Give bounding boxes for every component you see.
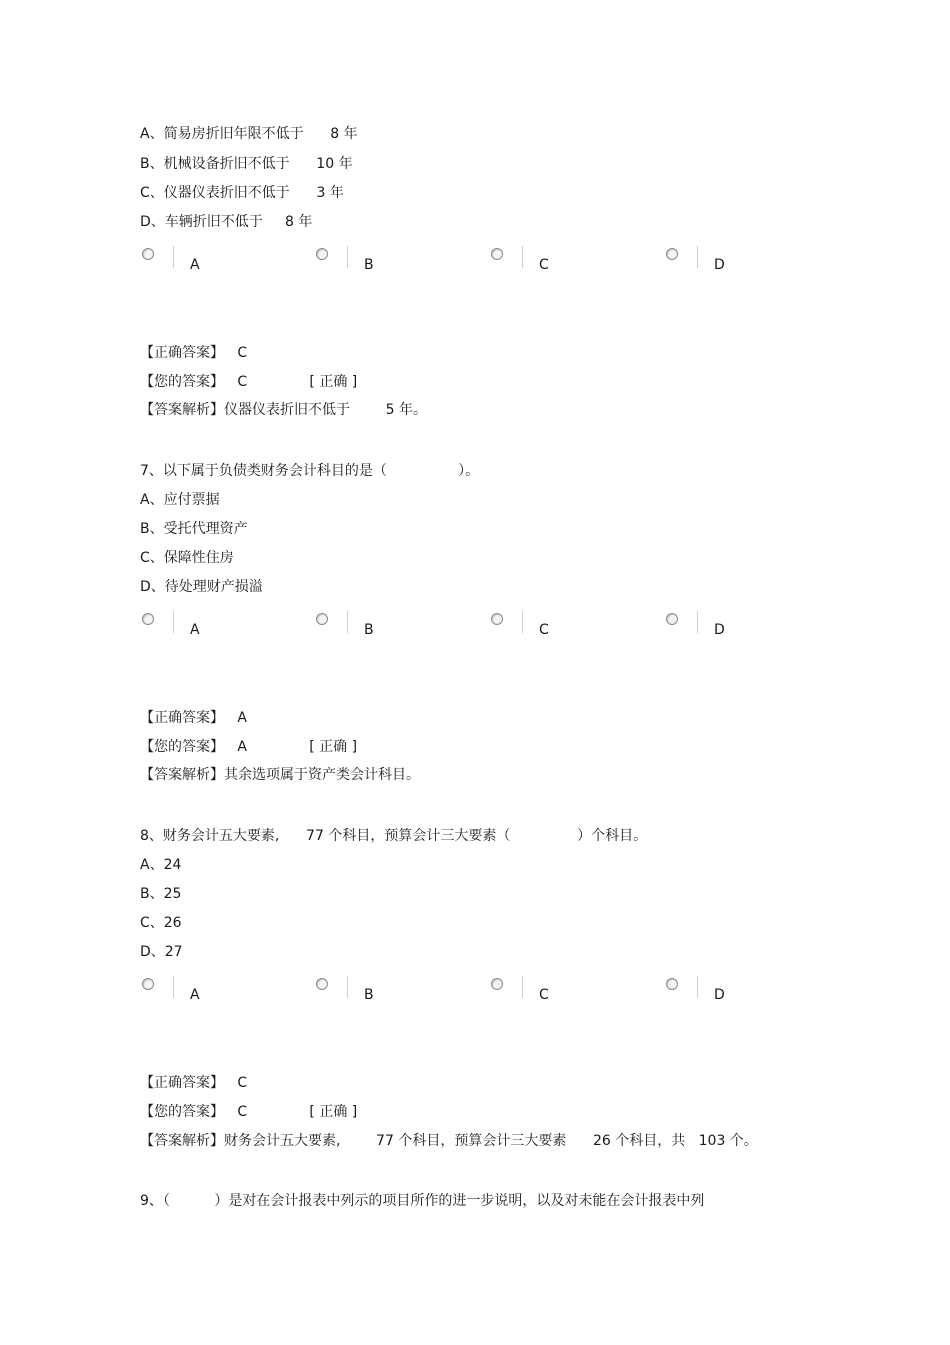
q7-option-a: A、应付票据: [140, 492, 220, 508]
q6-radio-label-d: D: [714, 257, 725, 273]
q9-question: 9、（ ）是对在会计报表中列示的项目所作的进一步说明，以及对未能在会计报表中列: [140, 1193, 705, 1209]
radio-icon[interactable]: [316, 978, 328, 990]
q6-radio-label-c: C: [539, 257, 549, 273]
q6-option-a: A、简易房折旧年限不低于 8 年: [140, 126, 358, 142]
q7-option-b: B、受托代理资产: [140, 521, 248, 537]
radio-icon[interactable]: [142, 613, 154, 625]
q8-radio-label-a: A: [190, 987, 200, 1003]
q8-answer-radios: [140, 976, 780, 1006]
q7-option-d: D、待处理财产损溢: [140, 579, 263, 595]
radio-icon[interactable]: [316, 248, 328, 260]
q7-radio-label-d: D: [714, 622, 725, 638]
q6-radio-option-d[interactable]: [664, 246, 784, 276]
q8-option-b: B、25: [140, 886, 182, 902]
q6-radio-label-a: A: [190, 257, 200, 273]
q7-option-c: C、保障性住房: [140, 550, 234, 566]
q6-answer-radios: [140, 246, 780, 276]
q7-correct-answer: 【正确答案】 A: [140, 710, 247, 726]
q7-answer-radios: [140, 611, 780, 641]
q8-your-answer: 【您的答案】 C [ 正确 ]: [140, 1104, 358, 1120]
q7-question: 7、以下属于负债类财务会计科目的是（ ）。: [140, 463, 480, 479]
q7-radio-label-b: B: [364, 622, 374, 638]
q8-radio-label-d: D: [714, 987, 725, 1003]
q8-radio-label-c: C: [539, 987, 549, 1003]
q8-analysis: 【答案解析】财务会计五大要素, 77 个科目，预算会计三大要素 26 个科目，共 103 个。: [140, 1133, 758, 1149]
q6-option-b: B、机械设备折旧不低于 10 年: [140, 156, 353, 172]
q6-analysis: 【答案解析】仪器仪表折旧不低于 5 年。: [140, 402, 427, 418]
q6-radio-option-b[interactable]: [314, 246, 434, 276]
radio-icon[interactable]: [142, 978, 154, 990]
radio-icon[interactable]: [666, 613, 678, 625]
radio-icon[interactable]: [666, 248, 678, 260]
q6-radio-label-b: B: [364, 257, 374, 273]
radio-icon[interactable]: [491, 613, 503, 625]
q8-radio-option-b[interactable]: [314, 976, 434, 1006]
q7-radio-option-c[interactable]: [489, 611, 609, 641]
q7-radio-option-a[interactable]: [140, 611, 260, 641]
q7-radio-option-d[interactable]: [664, 611, 784, 641]
q6-radio-option-a[interactable]: [140, 246, 260, 276]
radio-icon[interactable]: [142, 248, 154, 260]
q7-analysis: 【答案解析】其余选项属于资产类会计科目。: [140, 767, 420, 783]
q8-radio-label-b: B: [364, 987, 374, 1003]
q8-radio-option-a[interactable]: [140, 976, 260, 1006]
q7-radio-label-a: A: [190, 622, 200, 638]
q6-radio-option-c[interactable]: [489, 246, 609, 276]
q7-your-answer: 【您的答案】 A [ 正确 ]: [140, 739, 358, 755]
q8-radio-option-c[interactable]: [489, 976, 609, 1006]
q6-option-d: D、车辆折旧不低于 8 年: [140, 214, 313, 230]
radio-icon[interactable]: [491, 248, 503, 260]
q8-question: 8、财务会计五大要素, 77 个科目，预算会计三大要素（ ）个科目。: [140, 828, 648, 844]
q8-option-d: D、27: [140, 944, 183, 960]
radio-icon[interactable]: [316, 613, 328, 625]
q7-radio-option-b[interactable]: [314, 611, 434, 641]
radio-icon[interactable]: [491, 978, 503, 990]
q8-option-c: C、26: [140, 915, 182, 931]
q8-option-a: A、24: [140, 857, 182, 873]
q8-correct-answer: 【正确答案】 C: [140, 1075, 248, 1091]
q8-radio-option-d[interactable]: [664, 976, 784, 1006]
q6-your-answer: 【您的答案】 C [ 正确 ]: [140, 374, 358, 390]
q7-radio-label-c: C: [539, 622, 549, 638]
q6-option-c: C、仪器仪表折旧不低于 3 年: [140, 185, 344, 201]
q6-correct-answer: 【正确答案】 C: [140, 345, 248, 361]
radio-icon[interactable]: [666, 978, 678, 990]
